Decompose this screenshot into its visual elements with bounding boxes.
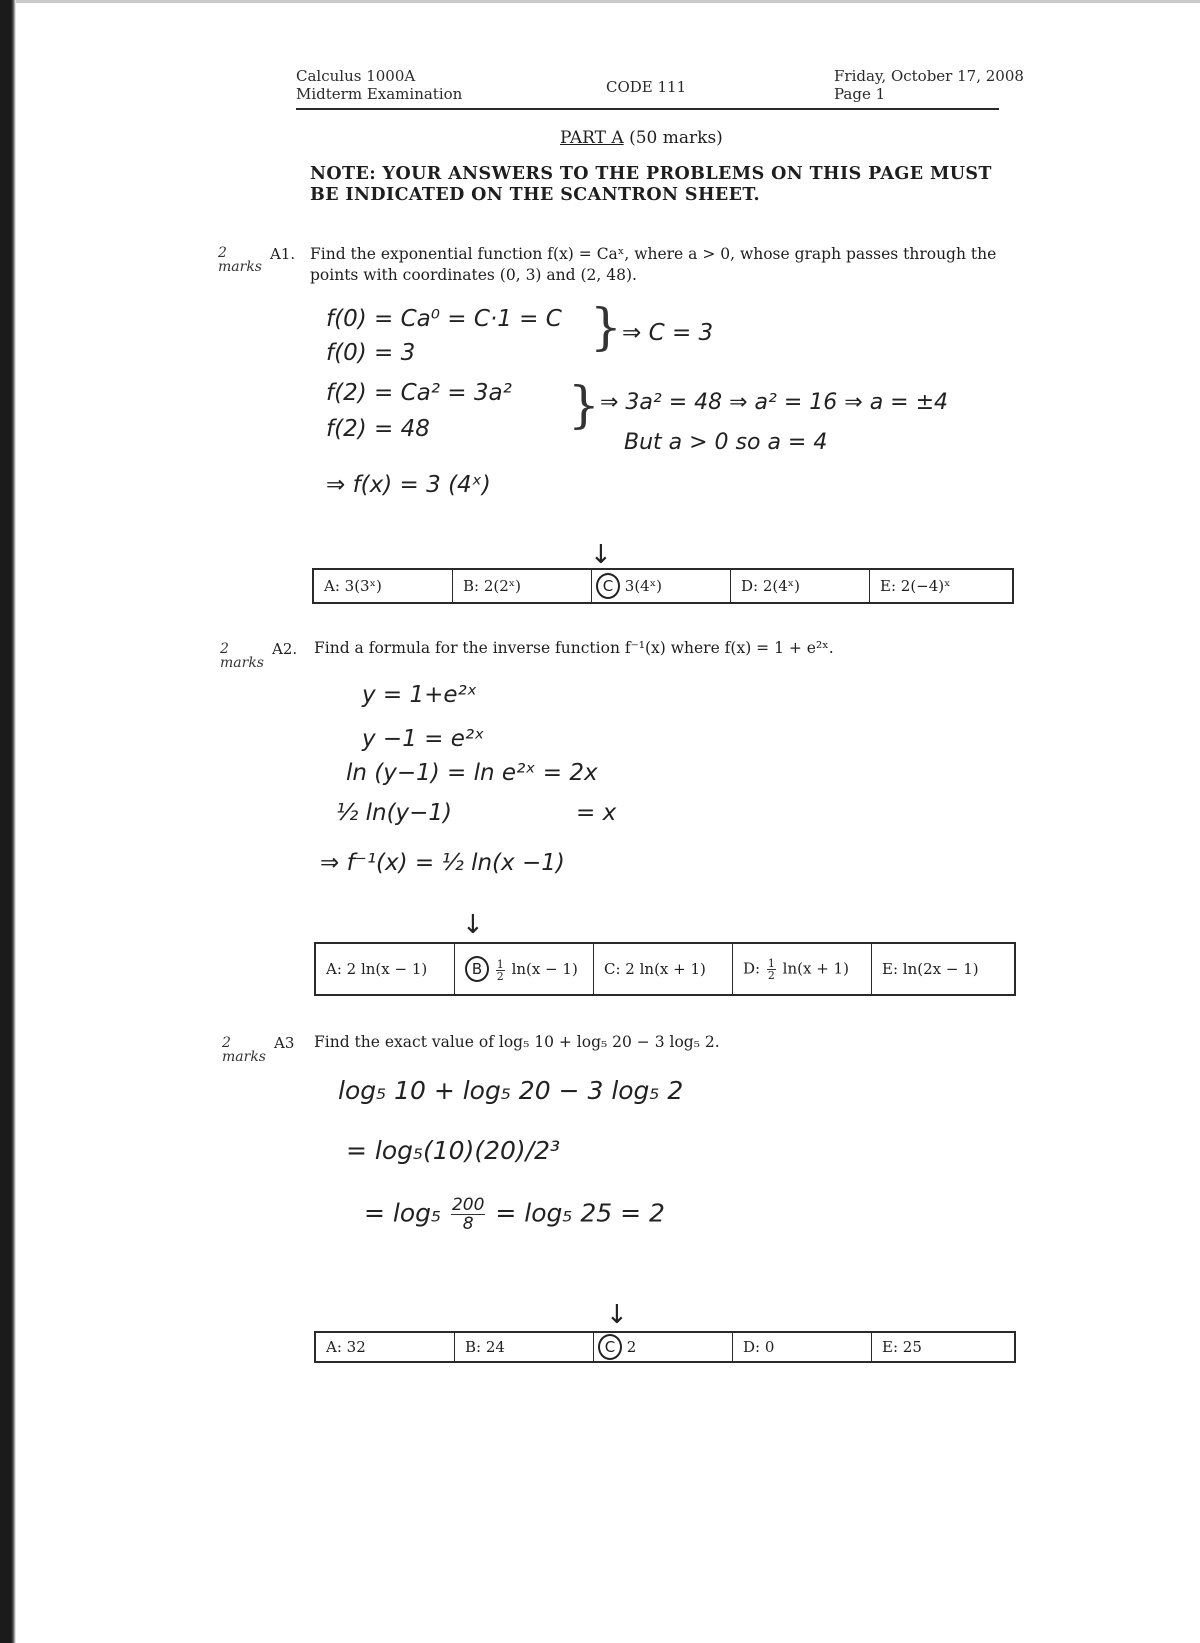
header-rule xyxy=(296,108,999,110)
fraction: $\frac{200}{8}$ xyxy=(451,1195,485,1234)
fraction: $\frac{1}{2}$ xyxy=(767,956,775,982)
choice-c xyxy=(592,569,731,603)
scan-edge-top xyxy=(0,0,1200,3)
work-line: = log₅ $\frac{200}{8}$ = log₅ 25 = 2 xyxy=(364,1195,665,1234)
exam-date: Friday, October 17, 2008 xyxy=(834,67,1024,85)
question-text: Find the exponential function f(x) = Caˣ, where a > 0, whose graph passes through the points with coordinates (0, 3) and (2, 48). xyxy=(310,245,997,284)
work-line: f(2) = Ca² = 3a² xyxy=(326,380,512,406)
choice-a: A: 3(3ˣ) xyxy=(313,569,453,603)
answer-choices xyxy=(314,942,1016,996)
circled-answer: B xyxy=(465,956,489,982)
answer-choices xyxy=(312,568,1014,604)
choice-a: A: 2 ln(x − 1) xyxy=(315,943,455,995)
work-line: ln (y−1) = ln e²ˣ = 2x xyxy=(346,760,598,786)
scantron-note: NOTE: YOUR ANSWERS TO THE PROBLEMS ON THIS PAGE MUST BE INDICATED ON THE SCANTRON SHEET. xyxy=(310,164,992,205)
work-line: ⇒ 3a² = 48 ⇒ a² = 16 ⇒ a = ±4 xyxy=(600,390,949,415)
work-line: f(0) = 3 xyxy=(326,340,416,366)
part-title: PART A xyxy=(560,128,624,148)
work-line: But a > 0 so a = 4 xyxy=(624,430,828,455)
choice-c-text: 2 xyxy=(626,1338,637,1356)
question-text: Find the exact value of log₅ 10 + log₅ 20 − 3 log₅ 2. xyxy=(314,1033,720,1051)
work-line: ⇒ C = 3 xyxy=(622,320,714,346)
answer-choices xyxy=(314,1331,1016,1363)
circled-answer: C xyxy=(598,1334,622,1360)
arrow-down-icon: ↓ xyxy=(606,1300,628,1330)
work-line: = log₅(10)(20)/2³ xyxy=(346,1136,561,1165)
choice-d-text: ln(x + 1) xyxy=(782,959,849,977)
header-right xyxy=(834,67,1024,103)
work-line: ½ ln(y−1) xyxy=(336,800,453,826)
choice-c-text: 3(4ˣ) xyxy=(624,577,662,595)
question-marks: 2 marks xyxy=(218,245,262,275)
choice-e: E: 25 xyxy=(872,1332,1016,1362)
page-number: Page 1 xyxy=(834,85,886,103)
choice-d: D: 0 xyxy=(733,1332,872,1362)
work-line: ⇒ f⁻¹(x) = ½ ln(x −1) xyxy=(320,850,565,876)
question-marks: 2 marks xyxy=(220,641,264,671)
choice-b xyxy=(455,943,594,995)
exam-code: CODE 111 xyxy=(606,78,687,96)
choice-b: B: 24 xyxy=(455,1332,594,1362)
arrow-down-icon: ↓ xyxy=(590,540,612,570)
work-line: log₅ 10 + log₅ 20 − 3 log₅ 2 xyxy=(338,1076,684,1105)
exam-name: Midterm Examination xyxy=(296,85,463,103)
question-marks: 2 marks xyxy=(222,1035,266,1065)
work-line: f(2) = 48 xyxy=(326,416,430,442)
work-line: ⇒ f(x) = 3 (4ˣ) xyxy=(326,472,491,498)
brace-icon: } xyxy=(568,376,600,434)
question-number: A2. xyxy=(272,640,298,658)
part-heading xyxy=(560,128,723,148)
work-line: y −1 = e²ˣ xyxy=(362,726,485,752)
course-name: Calculus 1000A xyxy=(296,67,416,85)
choice-a: A: 32 xyxy=(315,1332,455,1362)
choice-d-label: D: xyxy=(743,959,761,977)
work-line: y = 1+e²ˣ xyxy=(362,682,477,708)
choice-e: E: 2(−4)ˣ xyxy=(870,569,1014,603)
choice-d: D: 2(4ˣ) xyxy=(731,569,870,603)
circled-answer: C xyxy=(596,573,620,599)
header-left xyxy=(296,67,462,103)
arrow-down-icon: ↓ xyxy=(462,910,484,940)
brace-icon: } xyxy=(590,298,622,356)
work-line: = x xyxy=(576,800,617,826)
choice-c: C: 2 ln(x + 1) xyxy=(594,943,733,995)
scan-edge-left xyxy=(0,0,16,1643)
fraction: $\frac{1}{2}$ xyxy=(496,957,504,983)
question-number: A3 xyxy=(274,1034,295,1052)
part-marks: (50 marks) xyxy=(629,128,723,148)
work-line: f(0) = Ca⁰ = C·1 = C xyxy=(326,306,562,332)
choice-c xyxy=(594,1332,733,1362)
choice-e: E: ln(2x − 1) xyxy=(872,943,1016,995)
choice-b: B: 2(2ˣ) xyxy=(453,569,592,603)
question-text: Find a formula for the inverse function f⁻¹(x) where f(x) = 1 + e²ˣ. xyxy=(314,639,834,657)
choice-d xyxy=(733,943,872,995)
choice-b-text: ln(x − 1) xyxy=(511,960,578,978)
question-number: A1. xyxy=(270,245,296,263)
